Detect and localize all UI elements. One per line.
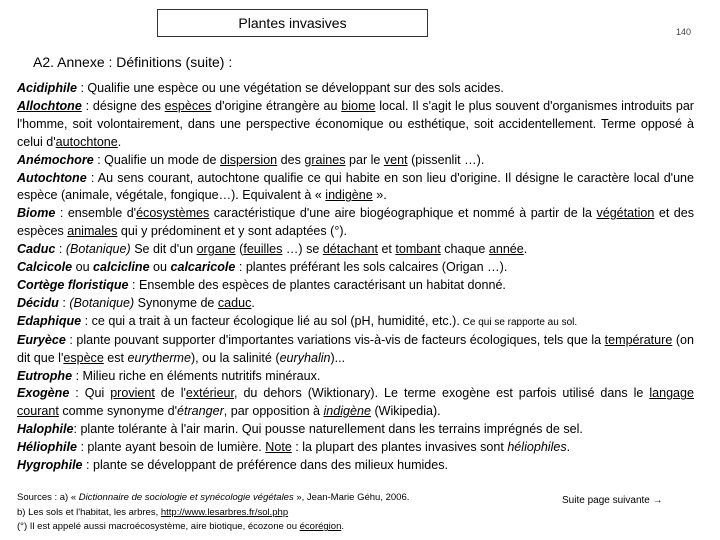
definition-hygrophile: Hygrophile : plante se développant de préférence dans des milieux humides. — [17, 458, 449, 473]
link-annee[interactable]: année — [488, 242, 524, 257]
link-organe[interactable]: organe — [196, 242, 236, 257]
link-caduc[interactable]: caduc — [217, 295, 252, 310]
link-dispersion[interactable]: dispersion — [219, 152, 278, 167]
link-langage-courant[interactable]: langage courant — [17, 386, 694, 419]
link-feuilles[interactable]: feuilles — [243, 242, 283, 257]
definition-biome: Biome : ensemble d'écosystèmes caractéristique d'une aire biogéographique et nommé à partir de la végétation et des espèces animales qui y prédominent et y sont adaptées (°). — [17, 206, 695, 239]
definition-anemochore: Anémochore : Qualifie un mode de dispersion des graines par le vent (pissenlit …). — [17, 152, 485, 167]
link-espece[interactable]: espèce — [63, 350, 104, 365]
link-lesarbres[interactable]: http://www.lesarbres.fr/sol.php — [160, 506, 289, 518]
definition-caduc: Caduc : (Botanique) Se dit d'un organe (feuilles …) se détachant et tombant chaque année. — [17, 242, 528, 257]
link-indigene[interactable]: indigène — [325, 188, 373, 203]
link-indigene-2[interactable]: indigène — [323, 404, 371, 419]
link-exterieur[interactable]: extérieur — [185, 386, 235, 401]
definition-cortege: Cortège floristique : Ensemble des espèces de plantes caractérisant un habitat donné. — [17, 277, 506, 292]
definition-allochtone: Allochtone : désigne des espèces d'origine étrangère au biome local. Il s'agit le plus souvent d'organismes introduits par l'homme, soit volontairement, dans une perspective économique ou esthétique, soit accidentellement. Terme opposé à celui d'autochtone. — [17, 98, 694, 149]
definition-decidu: Décidu : (Botanique) Synonyme de caduc. — [17, 295, 255, 310]
definition-calcicole: Calcicole ou calcicline ou calcaricole : plantes préférant les sols calcaires (Origan …). — [17, 260, 508, 275]
section-title: A2. Annexe : Définitions (suite) : — [33, 54, 233, 70]
page-number: 140 — [676, 27, 692, 37]
definition-euryece: Euryèce : plante pouvant supporter d'importantes variations vis-à-vis de facteurs écologiques, tels que la température (on dit que l'espèce est eurytherme), ou la salinité (euryhalin)... — [17, 332, 694, 365]
definitions-body — [17, 80, 694, 475]
link-autochtone[interactable]: autochtone — [55, 134, 118, 149]
definition-acidiphile: Acidiphile : Qualifie une espèce ou une végétation se développant sur des sols acides. — [17, 81, 504, 95]
sources-footnote — [17, 491, 547, 535]
link-temperature[interactable]: température — [604, 332, 673, 347]
definition-eutrophe: Eutrophe : Milieu riche en éléments nutritifs minéraux. — [17, 368, 321, 383]
link-especes[interactable]: espèces — [164, 98, 212, 113]
definition-heliophile: Héliophile : plante ayant besoin de lumière. Note : la plupart des plantes invasives sont héliophiles. — [17, 440, 571, 455]
link-biome[interactable]: biome — [341, 98, 376, 113]
definition-autochtone: Autochtone : Au sens courant, autochtone qualifie ce qui habite en son lieu d'origine. Il désigne le caractère local d'une espèce (animale, végétale, fongique…). Equivalent à « indigène ». — [17, 170, 695, 203]
source-a: Sources : a) « Dictionnaire de sociologie et synécologie végétales », Jean-Marie Géhu, 2006. — [17, 492, 410, 503]
link-vegetation[interactable]: végétation — [596, 206, 655, 221]
link-graines[interactable]: graines — [304, 152, 346, 167]
link-provient[interactable]: provient — [110, 386, 155, 401]
page-title-box — [157, 9, 428, 37]
link-ecoregion[interactable]: écorégion — [299, 521, 342, 533]
definition-halophile: Halophile: plante tolérante à l'air marin. Qui pousse naturellement dans les terrains imprégnés de sel. — [17, 422, 583, 437]
link-animales[interactable]: animales — [67, 224, 118, 239]
next-page-label: Suite page suivante → — [562, 495, 663, 506]
definition-exogene: Exogène : Qui provient de l'extérieur, du dehors (Wiktionary). Le terme exogène est parfois utilisé dans le langage courant comme synonyme d'étranger, par opposition à indigène (Wikipedia). — [17, 386, 694, 419]
link-detachant[interactable]: détachant — [322, 242, 378, 257]
link-ecosystemes[interactable]: écosystèmes — [136, 206, 210, 221]
link-note[interactable]: Note — [265, 440, 292, 455]
definition-edaphique: Edaphique : ce qui a trait à un facteur écologique lié au sol (pH, humidité, etc.). Ce qui se rapporte au sol. — [17, 313, 578, 328]
source-note: (°) Il est appelé aussi macroécosystème, aire biotique, écozone ou écorégion. — [17, 521, 344, 533]
page-title: Plantes invasives — [238, 15, 347, 31]
link-tombant[interactable]: tombant — [395, 242, 441, 257]
link-vent[interactable]: vent — [383, 152, 408, 167]
source-b: b) Les sols et l'habitat, les arbres, http://www.lesarbres.fr/sol.php — [17, 506, 289, 518]
